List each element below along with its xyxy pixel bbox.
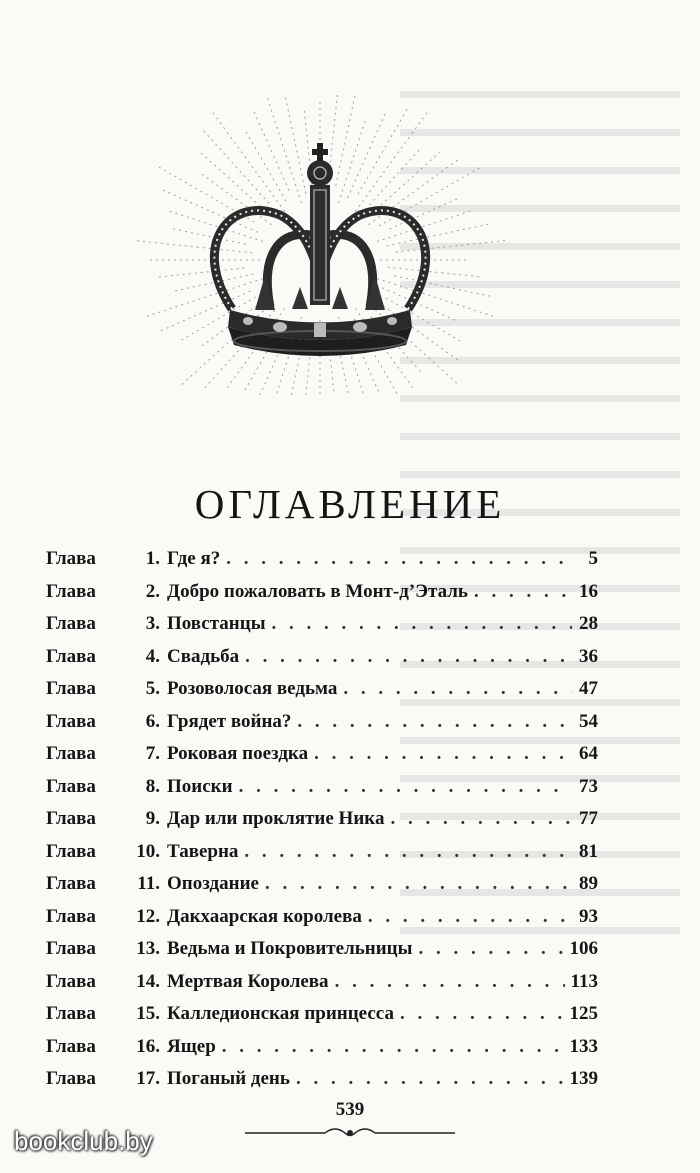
page-number: 539 — [335, 1099, 365, 1120]
toc-chapter-number: 12. — [136, 905, 160, 927]
crown-ray — [204, 131, 270, 204]
toc-entry — [46, 776, 598, 809]
toc-chapter-label: Глава — [46, 645, 96, 667]
toc-chapter-label: Глава — [46, 548, 96, 569]
crown-icon — [120, 95, 520, 395]
toc-chapter-number: 7. — [145, 743, 160, 764]
toc-chapter-label: Глава — [46, 678, 96, 699]
toc-chapter-number: 6. — [145, 710, 160, 732]
toc-leader-dots — [296, 1068, 564, 1090]
toc-chapter-title: Калледионская принцесса — [167, 1003, 394, 1024]
ornament-icon — [245, 1123, 455, 1143]
toc-leader-dots — [265, 873, 572, 895]
toc-chapter-title: Грядет война? — [167, 710, 292, 732]
toc-chapter-label: Глава — [46, 970, 96, 992]
toc-entry — [46, 646, 598, 679]
toc-entry — [46, 1068, 598, 1101]
toc-chapter-label: Глава — [46, 613, 96, 634]
toc-entry — [46, 678, 598, 711]
crown-ray — [339, 117, 367, 203]
toc-page-number: 113 — [570, 970, 598, 992]
toc-chapter-title: Свадьба — [167, 645, 240, 667]
toc-chapter-label: Глава — [46, 840, 96, 862]
toc-chapter-title: Ящер — [167, 1035, 216, 1057]
toc-entry — [46, 1003, 598, 1036]
crown-ray — [143, 279, 263, 318]
toc-page-number: 28 — [579, 613, 598, 634]
toc-chapter-label: Глава — [46, 743, 96, 764]
toc-page-number: 5 — [588, 548, 598, 569]
crown-ray — [366, 149, 421, 210]
toc-page-number: 16 — [579, 580, 598, 602]
crown-ray — [159, 268, 245, 277]
toc-page-number: 36 — [579, 645, 598, 667]
toc-heading: ОГЛАВЛЕНИЕ — [194, 481, 506, 527]
crown-ray — [396, 241, 505, 252]
toc-page-number: 77 — [579, 808, 598, 829]
toc-chapter-label: Глава — [46, 580, 96, 602]
crown-ray — [245, 130, 286, 201]
toc-chapter-label: Глава — [46, 710, 96, 732]
crown-ray — [336, 95, 359, 186]
toc-chapter-number: 8. — [145, 775, 160, 797]
toc-chapter-label: Глава — [46, 808, 96, 829]
toc-leader-dots — [226, 548, 572, 570]
crown-ray — [266, 95, 301, 203]
toc-chapter-number: 9. — [145, 808, 160, 829]
toc-leader-dots — [400, 1003, 564, 1025]
toc-leader-dots — [239, 776, 572, 798]
toc-entry — [46, 808, 598, 841]
toc-chapter-title: Розоволосая ведьма — [167, 678, 338, 699]
toc-entry — [46, 938, 598, 971]
toc-chapter-title: Опоздание — [167, 873, 259, 894]
crown-ray — [355, 110, 429, 212]
toc-chapter-number: 17. — [136, 1068, 160, 1089]
crown-ray — [376, 152, 440, 210]
toc-entry — [46, 873, 598, 906]
toc-entry — [46, 971, 598, 1004]
toc-leader-dots — [474, 581, 572, 603]
toc-leader-dots — [222, 1036, 564, 1058]
crown-ray — [254, 112, 289, 191]
toc-entry — [46, 1036, 598, 1069]
toc-chapter-number: 10. — [136, 840, 160, 862]
toc-chapter-label: Глава — [46, 905, 96, 927]
toc-chapter-title: Дар или проклятие Ника — [167, 808, 385, 829]
crown-ray — [348, 112, 386, 198]
toc-chapter-number: 1. — [145, 548, 160, 569]
crown-ray — [211, 110, 285, 212]
toc-chapter-number: 15. — [136, 1003, 160, 1024]
toc-leader-dots — [245, 646, 572, 668]
toc-chapter-label: Глава — [46, 1003, 96, 1024]
toc-chapter-number: 14. — [136, 970, 160, 992]
toc-chapter-title: Поганый день — [167, 1068, 290, 1089]
toc-chapter-number: 13. — [136, 938, 160, 959]
toc-leader-dots — [368, 906, 572, 928]
toc-page-number: 133 — [569, 1035, 598, 1057]
toc-leader-dots — [314, 743, 572, 765]
toc-entry — [46, 841, 598, 874]
toc-page-number: 93 — [579, 905, 598, 927]
toc-entry — [46, 548, 598, 581]
toc-chapter-title: Поиски — [167, 775, 233, 797]
toc-chapter-title: Роковая поездка — [167, 743, 309, 764]
toc-page-number: 64 — [579, 743, 598, 764]
toc-entry — [46, 743, 598, 776]
toc-page-number: 139 — [569, 1068, 598, 1089]
toc-entry — [46, 613, 598, 646]
toc-chapter-number: 11. — [137, 873, 160, 894]
toc-leader-dots — [272, 613, 572, 635]
watermark: bookclub.by — [14, 1126, 153, 1156]
toc-chapter-title: Ведьма и Покровительницы — [167, 938, 413, 959]
toc-leader-dots — [343, 678, 572, 700]
toc-leader-dots — [390, 808, 572, 830]
crown-ray — [394, 276, 490, 296]
toc-entry — [46, 581, 598, 614]
toc-page-number: 54 — [579, 710, 598, 732]
toc-chapter-title: Мертвая Королева — [167, 970, 329, 992]
crown-ray — [388, 267, 481, 277]
toc-chapter-title: Добро пожаловать в Монт-д’Эталь — [167, 580, 468, 602]
toc-chapter-title: Дакхаарская королева — [167, 905, 362, 927]
toc-chapter-number: 2. — [145, 580, 160, 602]
toc-page-number: 106 — [569, 938, 598, 959]
toc-leader-dots — [418, 938, 563, 960]
toc-chapter-title: Где я? — [167, 548, 221, 569]
toc-page-number: 89 — [579, 873, 598, 894]
crown-ray — [135, 241, 252, 253]
table-of-contents — [46, 548, 598, 1101]
crown-ray — [387, 224, 491, 246]
toc-page-number: 47 — [579, 678, 598, 699]
toc-chapter-label: Глава — [46, 1068, 96, 1089]
toc-chapter-label: Глава — [46, 775, 96, 797]
toc-leader-dots — [335, 971, 565, 993]
toc-page-number: 73 — [579, 775, 598, 797]
toc-page-number: 125 — [569, 1003, 598, 1024]
toc-entry — [46, 906, 598, 939]
crown-ray — [200, 152, 270, 215]
toc-chapter-label: Глава — [46, 873, 96, 894]
toc-leader-dots — [297, 711, 572, 733]
toc-chapter-title: Таверна — [167, 840, 239, 862]
toc-chapter-label: Глава — [46, 938, 96, 959]
toc-chapter-number: 4. — [145, 645, 160, 667]
toc-chapter-number: 5. — [145, 678, 160, 699]
toc-entry — [46, 711, 598, 744]
toc-chapter-label: Глава — [46, 1035, 96, 1057]
crown-ray — [379, 167, 481, 226]
toc-chapter-number: 16. — [136, 1035, 160, 1057]
toc-page-number: 81 — [579, 840, 598, 862]
toc-chapter-title: Повстанцы — [167, 613, 266, 634]
toc-chapter-number: 3. — [145, 613, 160, 634]
toc-leader-dots — [244, 841, 572, 863]
crown-ray — [173, 229, 245, 244]
